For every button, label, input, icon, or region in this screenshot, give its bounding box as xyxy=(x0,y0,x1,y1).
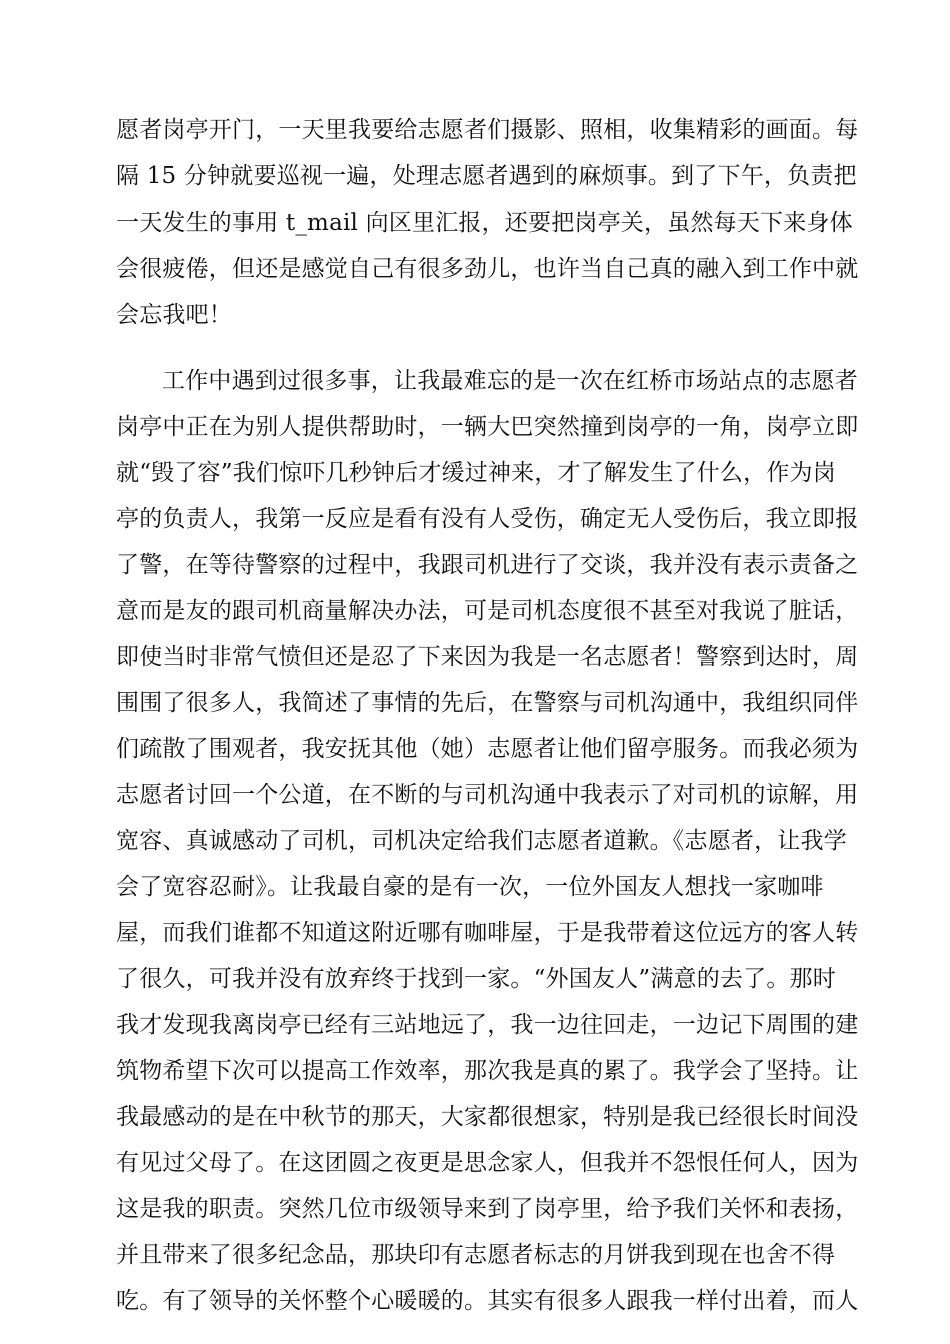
text-line: 我才发现我离岗亭已经有三站地远了，我一边往回走，一边记下周围的建 xyxy=(116,1012,859,1038)
text-line: 就“毁了容”我们惊吓几秒钟后才缓过神来，才了解发生了什么，作为岗 xyxy=(116,460,836,486)
text-line: 屋，而我们谁都不知道这附近哪有咖啡屋，于是我带着这位远方的客人转 xyxy=(116,920,859,946)
text-line: 并且带来了很多纪念品，那块印有志愿者标志的月饼我到现在也舍不得 xyxy=(116,1242,836,1268)
paragraph-first-line: 工作中遇到过很多事，让我最难忘的是一次在红桥市场站点的志愿者 xyxy=(162,368,858,394)
text-line: 围围了很多人，我简述了事情的先后，在警察与司机沟通中，我组织同伴 xyxy=(116,690,859,716)
text-line: 宽容、真诚感动了司机，司机决定给我们志愿者道歉。《志愿者，让我学 xyxy=(116,828,847,854)
text-line: 筑物希望下次可以提高工作效率，那次我是真的累了。我学会了坚持。让 xyxy=(116,1058,859,1084)
text-line: 即使当时非常气愤但还是忍了下来因为我是一名志愿者！警察到达时，周 xyxy=(116,644,859,670)
text-line: 意而是友的跟司机商量解决办法，可是司机态度很不甚至对我说了脏话， xyxy=(116,598,859,624)
text-line: 亭的负责人，我第一反应是看有没有人受伤，确定无人受伤后，我立即报 xyxy=(116,506,859,532)
text-line: 我最感动的是在中秋节的那天，大家都很想家，特别是我已经很长时间没 xyxy=(116,1104,859,1130)
text-line: 岗亭中正在为别人提供帮助时，一辆大巴突然撞到岗亭的一角，岗亭立即 xyxy=(116,414,859,440)
text-line: 有见过父母了。在这团圆之夜更是思念家人，但我并不怨恨任何人，因为 xyxy=(116,1150,859,1176)
text-line: 会了宽容忍耐》。让我最自豪的是有一次，一位外国友人想找一家咖啡 xyxy=(116,874,824,900)
text-line: 愿者岗亭开门，一天里我要给志愿者们摄影、照相，收集精彩的画面。每 xyxy=(116,117,859,143)
text-line: 这是我的职责。突然几位市级领导来到了岗亭里，给予我们关怀和表扬， xyxy=(116,1196,859,1222)
text-line: 志愿者讨回一个公道，在不断的与司机沟通中我表示了对司机的谅解，用 xyxy=(116,782,859,808)
text-line: 了很久，可我并没有放弃终于找到一家。“外国友人”满意的去了。那时 xyxy=(116,966,836,992)
text-line: 一天发生的事用 t_mail 向区里汇报，还要把岗亭关，虽然每天下来身体 xyxy=(116,210,853,236)
text-line: 隔 15 分钟就要巡视一遍，处理志愿者遇到的麻烦事。到了下午，负责把 xyxy=(116,163,857,189)
text-line: 会很疲倦，但还是感觉自己有很多劲儿，也许当自己真的融入到工作中就 xyxy=(116,256,859,282)
text-line: 会忘我吧！ xyxy=(116,302,232,328)
text-line: 吃。有了领导的关怀整个心暖暖的。其实有很多人跟我一样付出着，而人 xyxy=(116,1288,859,1314)
text-line: 们疏散了围观者，我安抚其他（她）志愿者让他们留亭服务。而我必须为 xyxy=(116,736,859,762)
text-line: 了警，在等待警察的过程中，我跟司机进行了交谈，我并没有表示责备之 xyxy=(116,552,859,578)
